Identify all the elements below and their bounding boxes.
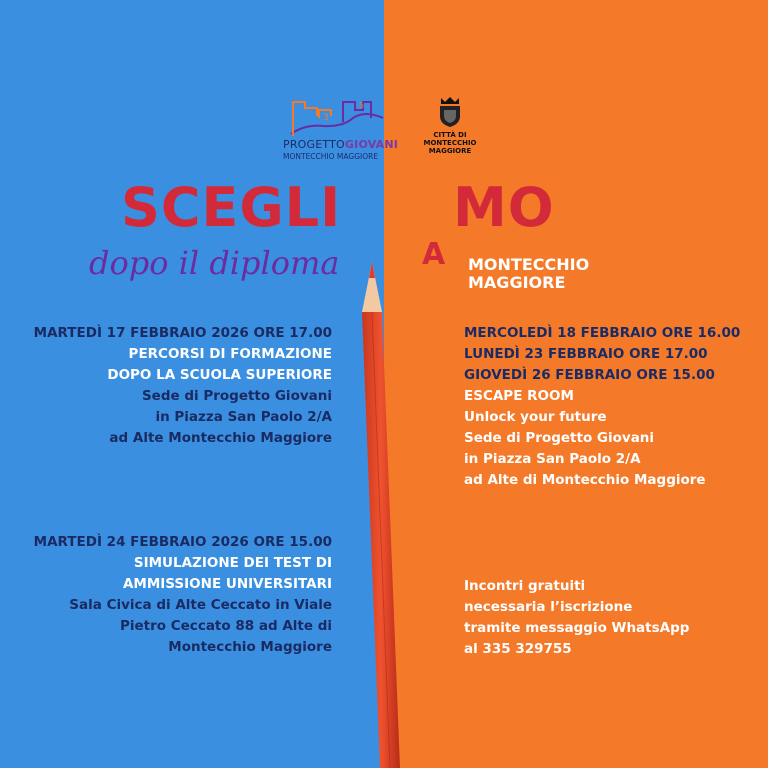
event-title-line: PERCORSI DI FORMAZIONE xyxy=(128,346,332,362)
event-date: GIOVEDÌ 26 FEBBRAIO ORE 15.00 xyxy=(464,367,715,383)
progetto-giovani-wordmark: PROGETTOGIOVANI xyxy=(283,138,399,151)
event-block-right-1 xyxy=(464,323,740,491)
event-date: MARTEDÌ 17 FEBBRAIO 2026 ORE 17.00 xyxy=(33,325,332,341)
title-scegli: SCEGLI xyxy=(121,176,342,239)
pencil-icon xyxy=(354,258,414,768)
event-block-left-2 xyxy=(34,532,332,658)
subtitle-dopo-il-diploma: dopo il diploma xyxy=(89,244,340,282)
event-place-line: Sede di Progetto Giovani xyxy=(141,388,332,404)
svg-text:5: 5 xyxy=(359,101,365,110)
event-place-line: ad Alte Montecchio Maggiore xyxy=(109,430,332,446)
event-place-line: ad Alte di Montecchio Maggiore xyxy=(464,472,706,488)
event-place-line: Sede di Progetto Giovani xyxy=(464,430,655,446)
event-title-line: ESCAPE ROOM xyxy=(464,388,574,404)
info-line: Incontri gratuiti xyxy=(464,578,586,594)
event-date: MERCOLEDÌ 18 FEBBRAIO ORE 16.00 xyxy=(464,325,741,341)
info-line: necessaria l’iscrizione xyxy=(464,599,633,615)
event-place-line: Montecchio Maggiore xyxy=(168,639,332,655)
event-place-line: in Piazza San Paolo 2/A xyxy=(155,409,332,425)
event-date: MARTEDÌ 24 FEBBRAIO 2026 ORE 15.00 xyxy=(33,534,332,550)
title-mo: MO xyxy=(453,176,555,239)
event-tagline: Unlock your future xyxy=(464,409,607,425)
location-line-1: MONTECCHIO xyxy=(468,255,590,274)
citta-di-montecchio-label: CITTÀ DI MONTECCHIO MAGGIORE xyxy=(423,131,477,155)
title-a-letter: A xyxy=(422,237,446,272)
event-block-left-1 xyxy=(34,323,332,449)
event-date: LUNEDÌ 23 FEBBRAIO ORE 17.00 xyxy=(464,346,708,362)
location-line-2: MAGGIORE xyxy=(468,273,566,292)
event-place-line: Sala Civica di Alte Ceccato in Viale xyxy=(69,597,332,613)
event-title-line: SIMULAZIONE DEI TEST DI xyxy=(133,555,332,571)
event-title-line: AMMISSIONE UNIVERSITARI xyxy=(122,576,332,592)
city-crest-icon xyxy=(437,96,463,128)
info-block xyxy=(464,576,689,660)
info-line: al 335 329755 xyxy=(464,641,572,657)
event-title-line: DOPO LA SCUOLA SUPERIORE xyxy=(107,367,332,383)
event-place-line: Pietro Ceccato 88 ad Alte di xyxy=(119,618,332,634)
info-line: tramite messaggio WhatsApp xyxy=(464,620,690,636)
progetto-giovani-subtitle: MONTECCHIO MAGGIORE xyxy=(283,152,379,161)
event-place-line: in Piazza San Paolo 2/A xyxy=(464,451,641,467)
svg-text:3: 3 xyxy=(323,113,329,123)
